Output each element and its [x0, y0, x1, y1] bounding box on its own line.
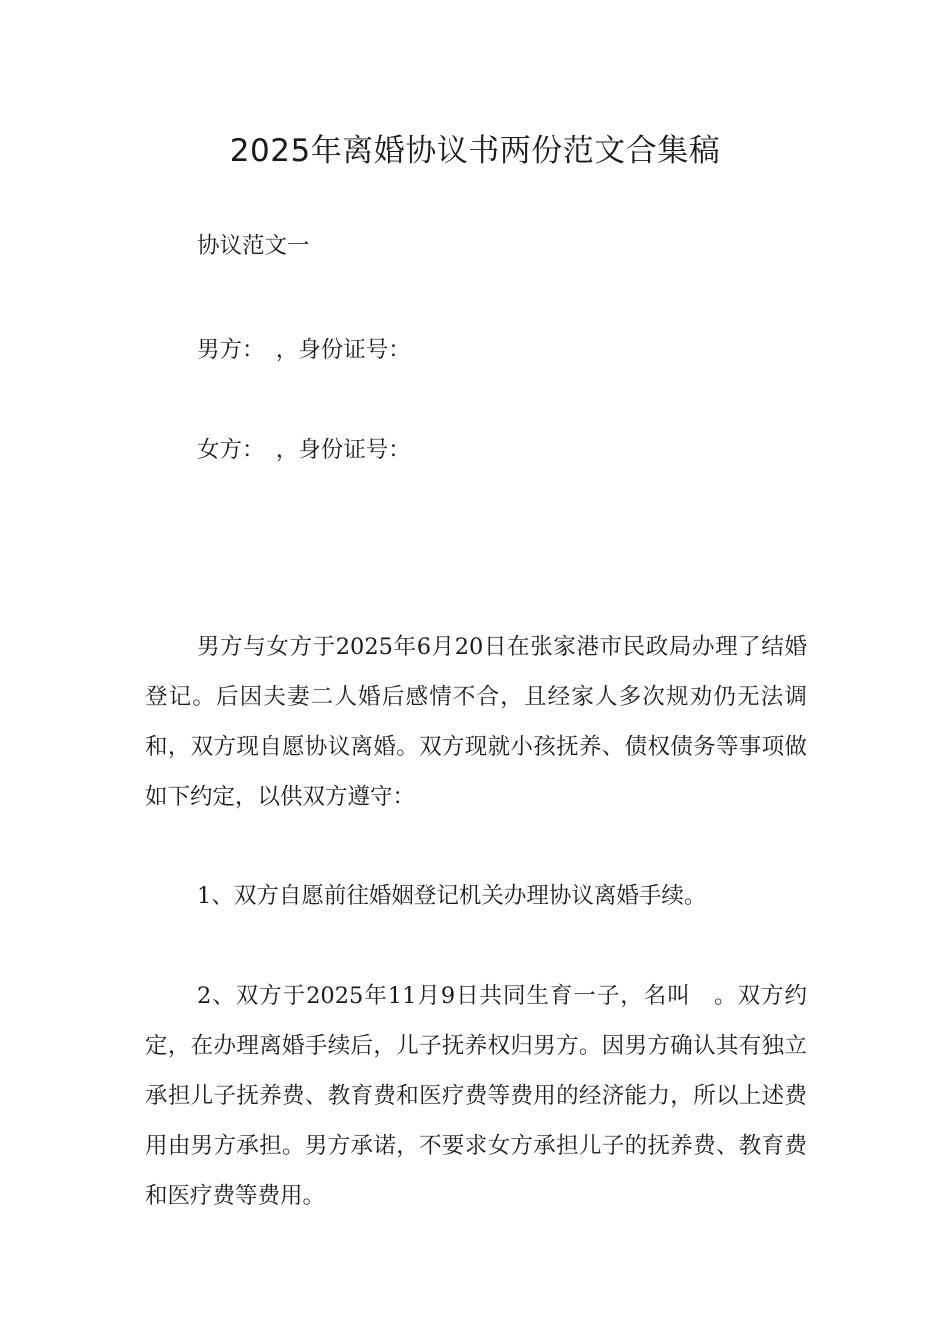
intro-paragraph: 男方与女方于2025年6月20日在张家港市民政局办理了结婚登记。后因夫妻二人婚后感情不合，且经家人多次规劝仍无法调和，双方现自愿协议离婚。双方现就小孩抚养、债权债务等事项做如下约定，以供双方遵守：: [145, 634, 807, 810]
section-heading: 协议范文一: [197, 233, 310, 259]
document-title: 2025年离婚协议书两份范文合集稿: [229, 133, 721, 169]
male-party-line: 男方： ，身份证号：: [197, 337, 411, 363]
clause-2: 2、双方于2025年11月9日共同生育一子，名叫 。双方约定，在办理离婚手续后，儿子抚养权归男方。因男方确认其有独立承担儿子抚养费、教育费和医疗费等费用的经济能力，所以上述费用由男方承担。男方承诺，不要求女方承担儿子的抚养费、教育费和医疗费等费用。: [145, 983, 807, 1209]
female-party-line: 女方： ，身份证号：: [197, 437, 411, 463]
clause-1: 1、双方自愿前往婚姻登记机关办理协议离婚手续。: [197, 883, 707, 909]
